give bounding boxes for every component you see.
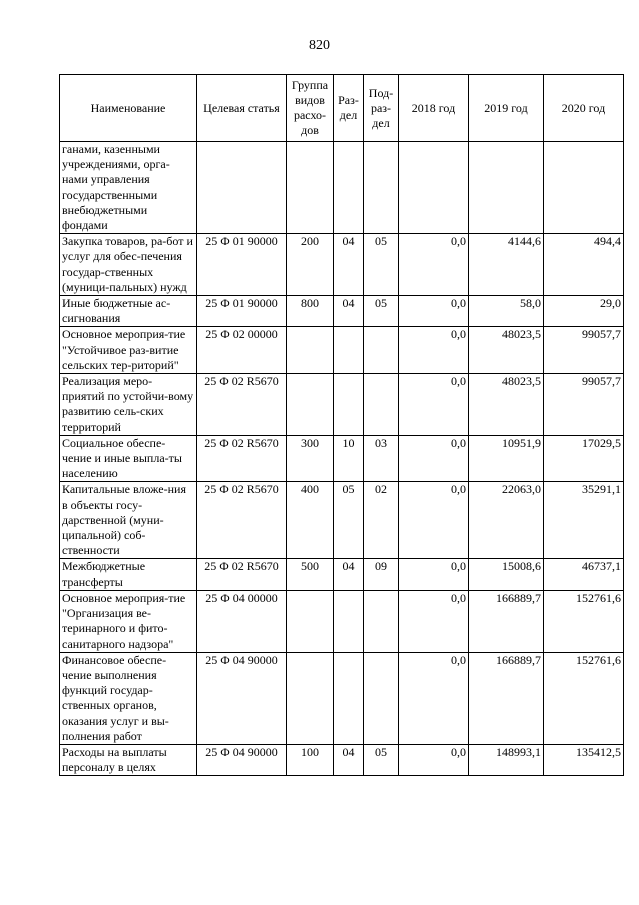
cell-2020: 17029,5 [544, 435, 624, 482]
cell-2018: 0,0 [399, 590, 469, 652]
cell-name: Основное мероприя-тие "Организация ве-теринарного и фито-санитарного надзора" [60, 590, 197, 652]
header-row [60, 75, 624, 142]
cell-subsection: 05 [364, 296, 399, 327]
cell-section: 10 [334, 435, 364, 482]
cell-article: 25 Ф 02 R5670 [197, 435, 287, 482]
cell-article: 25 Ф 04 00000 [197, 590, 287, 652]
cell-2020: 152761,6 [544, 652, 624, 744]
cell-group: 800 [287, 296, 334, 327]
cell-article: 25 Ф 04 90000 [197, 744, 287, 775]
cell-subsection [364, 590, 399, 652]
cell-group [287, 142, 334, 234]
table-row [60, 482, 624, 559]
cell-name: Капитальные вложе-ния в объекты госу-дарственной (муни-ципальной) соб-ственности [60, 482, 197, 559]
header-2020: 2020 год [544, 75, 624, 142]
cell-name: ганами, казенными учреждениями, орга-нами управления государственными внебюджетными фондами [60, 142, 197, 234]
cell-name: Основное мероприя-тие "Устойчивое раз-витие сельских тер-риторий" [60, 327, 197, 374]
cell-2020: 29,0 [544, 296, 624, 327]
cell-name: Иные бюджетные ас-сигнования [60, 296, 197, 327]
cell-2018: 0,0 [399, 652, 469, 744]
header-group: Группа видов расхо-дов [287, 75, 334, 142]
cell-name: Финансовое обеспе-чение выполнения функций государ-ственных органов, оказания услуг и вы-полнения работ [60, 652, 197, 744]
cell-name: Расходы на выплаты персоналу в целях [60, 744, 197, 775]
cell-group [287, 327, 334, 374]
cell-group: 300 [287, 435, 334, 482]
cell-section: 04 [334, 296, 364, 327]
cell-2018: 0,0 [399, 559, 469, 590]
cell-group: 400 [287, 482, 334, 559]
cell-article: 25 Ф 01 90000 [197, 296, 287, 327]
cell-article [197, 142, 287, 234]
cell-section [334, 652, 364, 744]
cell-2019: 15008,6 [469, 559, 544, 590]
header-section: Раз-дел [334, 75, 364, 142]
header-name: Наименование [60, 75, 197, 142]
cell-article: 25 Ф 02 R5670 [197, 482, 287, 559]
table-header [60, 75, 624, 142]
table-row [60, 142, 624, 234]
cell-name: Закупка товаров, ра-бот и услуг для обес-печения государ-ственных (муници-пальных) нужд [60, 234, 197, 296]
cell-2020: 152761,6 [544, 590, 624, 652]
header-article: Целевая статья [197, 75, 287, 142]
table-row [60, 327, 624, 374]
cell-2018: 0,0 [399, 327, 469, 374]
table-row [60, 296, 624, 327]
table-row [60, 744, 624, 775]
cell-section: 04 [334, 559, 364, 590]
table-row [60, 652, 624, 744]
budget-table [59, 74, 624, 776]
cell-2020: 494,4 [544, 234, 624, 296]
header-subsection: Под-раз-дел [364, 75, 399, 142]
cell-2020: 135412,5 [544, 744, 624, 775]
cell-2020: 46737,1 [544, 559, 624, 590]
cell-2018: 0,0 [399, 374, 469, 436]
cell-group: 100 [287, 744, 334, 775]
cell-group [287, 652, 334, 744]
cell-2019 [469, 142, 544, 234]
cell-2018 [399, 142, 469, 234]
cell-2019: 166889,7 [469, 652, 544, 744]
cell-article: 25 Ф 01 90000 [197, 234, 287, 296]
cell-subsection [364, 327, 399, 374]
cell-group [287, 374, 334, 436]
cell-2019: 10951,9 [469, 435, 544, 482]
cell-section [334, 374, 364, 436]
cell-section [334, 590, 364, 652]
cell-2019: 148993,1 [469, 744, 544, 775]
cell-subsection [364, 652, 399, 744]
cell-section: 04 [334, 744, 364, 775]
header-2019: 2019 год [469, 75, 544, 142]
cell-2019: 48023,5 [469, 374, 544, 436]
table-row [60, 559, 624, 590]
cell-group: 500 [287, 559, 334, 590]
cell-2018: 0,0 [399, 435, 469, 482]
cell-group: 200 [287, 234, 334, 296]
cell-2018: 0,0 [399, 234, 469, 296]
table-row [60, 435, 624, 482]
cell-section: 04 [334, 234, 364, 296]
cell-section: 05 [334, 482, 364, 559]
cell-subsection [364, 142, 399, 234]
cell-article: 25 Ф 02 R5670 [197, 374, 287, 436]
cell-subsection: 09 [364, 559, 399, 590]
cell-2019: 58,0 [469, 296, 544, 327]
table-row [60, 234, 624, 296]
cell-subsection [364, 374, 399, 436]
cell-name: Социальное обеспе-чение и иные выпла-ты населению [60, 435, 197, 482]
cell-subsection: 05 [364, 744, 399, 775]
cell-section [334, 142, 364, 234]
cell-2019: 4144,6 [469, 234, 544, 296]
page-number: 820 [309, 38, 330, 53]
table-body [60, 142, 624, 776]
cell-subsection: 03 [364, 435, 399, 482]
cell-2020: 99057,7 [544, 374, 624, 436]
cell-article: 25 Ф 02 R5670 [197, 559, 287, 590]
table-row [60, 590, 624, 652]
cell-article: 25 Ф 04 90000 [197, 652, 287, 744]
cell-2018: 0,0 [399, 296, 469, 327]
cell-2019: 22063,0 [469, 482, 544, 559]
cell-2020: 99057,7 [544, 327, 624, 374]
cell-2020: 35291,1 [544, 482, 624, 559]
cell-2019: 48023,5 [469, 327, 544, 374]
cell-2019: 166889,7 [469, 590, 544, 652]
cell-group [287, 590, 334, 652]
cell-section [334, 327, 364, 374]
cell-name: Реализация меро-приятий по устойчи-вому развитию сель-ских территорий [60, 374, 197, 436]
table-row [60, 374, 624, 436]
cell-article: 25 Ф 02 00000 [197, 327, 287, 374]
cell-2018: 0,0 [399, 482, 469, 559]
header-2018: 2018 год [399, 75, 469, 142]
cell-name: Межбюджетные трансферты [60, 559, 197, 590]
cell-2020 [544, 142, 624, 234]
cell-subsection: 05 [364, 234, 399, 296]
cell-2018: 0,0 [399, 744, 469, 775]
cell-subsection: 02 [364, 482, 399, 559]
